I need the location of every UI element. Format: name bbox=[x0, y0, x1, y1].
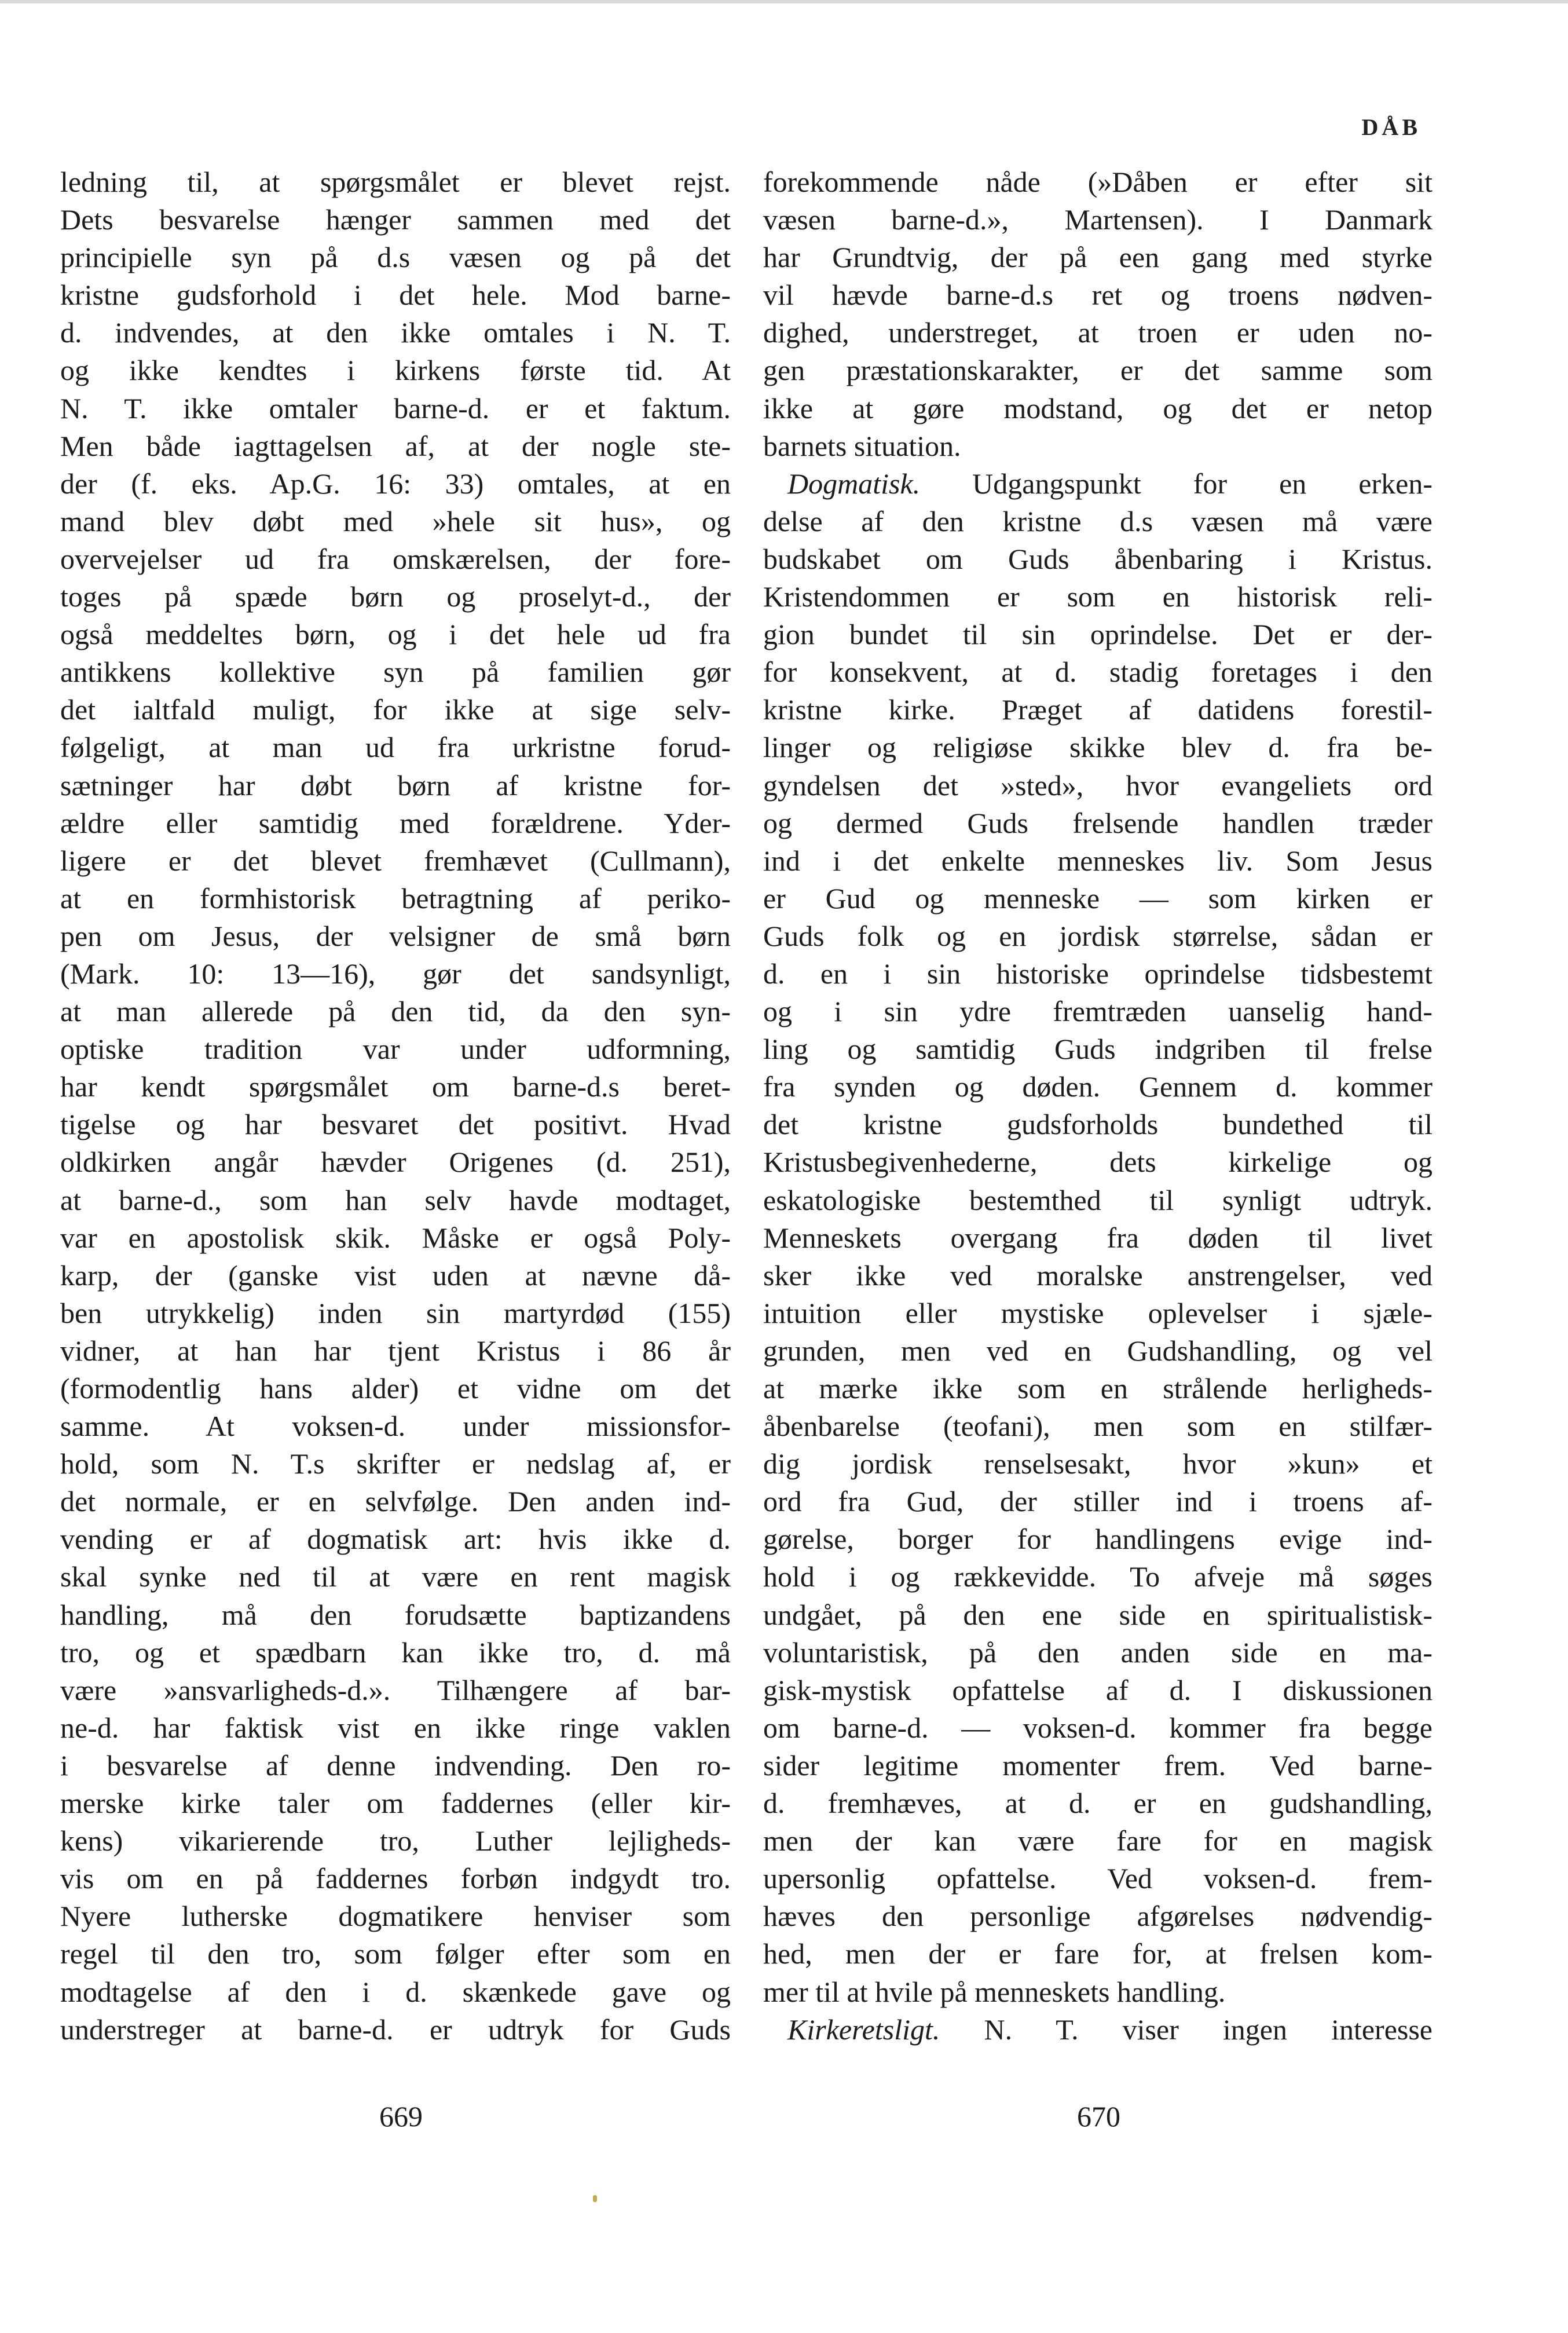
text-line: kristne gudsforhold i det hele. Mod barne- bbox=[60, 279, 731, 312]
text-line: merske kirke taler om faddernes (eller kir- bbox=[60, 1787, 731, 1820]
running-head: DÅB bbox=[1361, 114, 1421, 140]
text-line: ling og samtidig Guds indgriben til frelse bbox=[763, 1033, 1433, 1066]
text-line: upersonlig opfattelse. Ved voksen-d. frem- bbox=[763, 1862, 1433, 1895]
text-line: følgeligt, at man ud fra urkristne forud- bbox=[60, 731, 731, 764]
text-line: det normale, er en selvfølge. Den anden ind- bbox=[60, 1485, 731, 1518]
text-line: karp, der (ganske vist uden at nævne då- bbox=[60, 1259, 731, 1292]
text-line: vending er af dogmatisk art: hvis ikke d. bbox=[60, 1523, 731, 1556]
text-line: voluntaristisk, på den anden side en ma- bbox=[763, 1636, 1433, 1669]
scan-speck bbox=[593, 2195, 597, 2202]
text-line: mand blev døbt med »hele sit hus», og bbox=[60, 504, 731, 537]
text-line: mer til at hvile på menneskets handling. bbox=[763, 1975, 1226, 2008]
text-line: var en apostolisk skik. Måske er også Poly- bbox=[60, 1221, 731, 1254]
text-line: grunden, men ved en Gudshandling, og vel bbox=[763, 1334, 1433, 1367]
text-line: ikke at gøre modstand, og det er netop bbox=[763, 392, 1433, 425]
text-line: hæves den personlige afgørelses nødvendig- bbox=[763, 1900, 1433, 1933]
text-line: tro, og et spædbarn kan ikke tro, d. må bbox=[60, 1636, 731, 1669]
text-line: er Gud og menneske — som kirken er bbox=[763, 882, 1433, 915]
text-line: der (f. eks. Ap.G. 16: 33) omtales, at en bbox=[60, 467, 731, 500]
text-line: d. en i sin historiske oprindelse tidsbestemt bbox=[763, 957, 1433, 990]
text-line: ind i det enkelte menneskes liv. Som Jesus bbox=[763, 844, 1433, 877]
text-line: overvejelser ud fra omskærelsen, der fore- bbox=[60, 542, 731, 575]
text-line: pen om Jesus, der velsigner de små børn bbox=[60, 919, 731, 952]
text-line: sider legitime momenter frem. Ved barne- bbox=[763, 1749, 1433, 1782]
text-line: Dets besvarelse hænger sammen med det bbox=[60, 203, 731, 236]
text-line: dighed, understreget, at troen er uden no- bbox=[763, 316, 1433, 349]
text-line: vidner, at han har tjent Kristus i 86 år bbox=[60, 1334, 731, 1367]
text-line: antikkens kollektive syn på familien gør bbox=[60, 656, 731, 689]
text-line: ben utrykkelig) inden sin martyrdød (155) bbox=[60, 1296, 731, 1329]
text-line: gørelse, borger for handlingens evige ind- bbox=[763, 1523, 1433, 1556]
page-number-left: 669 bbox=[379, 2100, 423, 2133]
text-line: N. T. ikke omtaler barne-d. er et faktum. bbox=[60, 392, 731, 425]
text-line: fra synden og døden. Gennem d. kommer bbox=[763, 1070, 1433, 1103]
text-line: optiske tradition var under udformning, bbox=[60, 1033, 731, 1066]
text-line: hold, som N. T.s skrifter er nedslag af, er bbox=[60, 1447, 731, 1480]
text-line: (Mark. 10: 13—16), gør det sandsynligt, bbox=[60, 957, 731, 990]
text-line: åbenbarelse (teofani), men som en stilfær- bbox=[763, 1410, 1433, 1443]
text-line: at barne-d., som han selv havde modtaget, bbox=[60, 1183, 731, 1216]
text-line: d. fremhæves, at d. er en gudshandling, bbox=[763, 1787, 1433, 1820]
text-line: tigelse og har besvaret det positivt. Hvad bbox=[60, 1108, 731, 1141]
text-line: vis om en på faddernes forbøn indgydt tro. bbox=[60, 1862, 731, 1895]
page-number-right: 670 bbox=[1077, 2100, 1120, 2133]
scan-edge bbox=[0, 0, 1568, 3]
text-line: Kristusbegivenhederne, dets kirkelige og bbox=[763, 1146, 1433, 1179]
text-line: gion bundet til sin oprindelse. Det er der- bbox=[763, 618, 1433, 651]
text-line: intuition eller mystiske oplevelser i sjæle- bbox=[763, 1296, 1433, 1329]
text-line: undgået, på den ene side en spiritualistisk- bbox=[763, 1598, 1433, 1631]
text-line: har Grundtvig, der på een gang med styrke bbox=[763, 241, 1433, 274]
text-line: samme. At voksen-d. under missionsfor- bbox=[60, 1410, 731, 1443]
text-line: ældre eller samtidig med forældrene. Yder- bbox=[60, 806, 731, 839]
text-line: eskatologiske bestemthed til synligt udtryk. bbox=[763, 1183, 1433, 1216]
text-line: (formodentlig hans alder) et vidne om det bbox=[60, 1372, 731, 1405]
text-line: og ikke kendtes i kirkens første tid. At bbox=[60, 354, 731, 387]
text-line: gen præstationskarakter, er det samme som bbox=[763, 354, 1433, 387]
text-line: ord fra Gud, der stiller ind i troens af- bbox=[763, 1485, 1433, 1518]
text-line: hold i og rækkevidde. To afveje må søges bbox=[763, 1560, 1433, 1593]
text-line: dig jordisk renselsesakt, hvor »kun» et bbox=[763, 1447, 1433, 1480]
text-line: skal synke ned til at være en rent magisk bbox=[60, 1560, 731, 1593]
text-line: at man allerede på den tid, da den syn- bbox=[60, 995, 731, 1028]
text-line: men der kan være fare for en magisk bbox=[763, 1824, 1433, 1857]
text-line: Men både iagttagelsen af, at der nogle ste- bbox=[60, 429, 731, 462]
text-line: ledning til, at spørgsmålet er blevet rejst. bbox=[60, 166, 731, 198]
right-column bbox=[763, 163, 1433, 2049]
text-line: at en formhistorisk betragtning af periko- bbox=[60, 882, 731, 915]
text-line: og dermed Guds frelsende handlen træder bbox=[763, 806, 1433, 839]
text-line: at mærke ikke som en strålende herligheds- bbox=[763, 1372, 1433, 1405]
text-line: regel til den tro, som følger efter som en bbox=[60, 1937, 731, 1970]
text-line: ligere er det blevet fremhævet (Cullmann), bbox=[60, 844, 731, 877]
text-line: gyndelsen det »sted», hvor evangeliets ord bbox=[763, 769, 1433, 802]
text-line: gisk-mystisk opfattelse af d. I diskussionen bbox=[763, 1673, 1433, 1706]
text-line: d. indvendes, at den ikke omtales i N. T. bbox=[60, 316, 731, 349]
text-line: handling, må den forudsætte baptizandens bbox=[60, 1598, 731, 1631]
text-line: Guds folk og en jordisk størrelse, sådan er bbox=[763, 919, 1433, 952]
text-line: delse af den kristne d.s væsen må være bbox=[763, 504, 1433, 537]
text-line: for konsekvent, at d. stadig foretages i den bbox=[763, 656, 1433, 689]
text-line: væsen barne-d.», Martensen). I Danmark bbox=[763, 203, 1433, 236]
text-line: være »ansvarligheds-d.». Tilhængere af bar- bbox=[60, 1673, 731, 1706]
text-line: om barne-d. — voksen-d. kommer fra begge bbox=[763, 1711, 1433, 1744]
text-line: kristne kirke. Præget af datidens forestil- bbox=[763, 693, 1433, 726]
text-line: hed, men der er fare for, at frelsen kom- bbox=[763, 1937, 1433, 1970]
text-line: kens) vikarierende tro, Luther lejligheds- bbox=[60, 1824, 731, 1857]
section-text: Udgangspunkt for en erken- bbox=[920, 467, 1433, 500]
text-line: forekommende nåde (»Dåben er efter sit bbox=[763, 166, 1433, 198]
text-line: og i sin ydre fremtræden uanselig hand- bbox=[763, 995, 1433, 1028]
text-line: sker ikke ved moralske anstrengelser, ved bbox=[763, 1259, 1433, 1292]
text-line: Kristendommen er som en historisk reli- bbox=[763, 580, 1433, 613]
text-line: linger og religiøse skikke blev d. fra be- bbox=[763, 731, 1433, 764]
text-line: også meddeltes børn, og i det hele ud fra bbox=[60, 618, 731, 651]
text-line: det kristne gudsforholds bundethed til bbox=[763, 1108, 1433, 1141]
text-line: Nyere lutherske dogmatikere henviser som bbox=[60, 1900, 731, 1933]
text-line: vil hævde barne-d.s ret og troens nødven- bbox=[763, 279, 1433, 312]
section-heading: Dogmatisk. bbox=[787, 467, 921, 500]
text-line: principielle syn på d.s væsen og på det bbox=[60, 241, 731, 274]
text-line: understreger at barne-d. er udtryk for Guds bbox=[60, 2013, 731, 2046]
text-line: ne-d. har faktisk vist en ikke ringe vaklen bbox=[60, 1711, 731, 1744]
section-text: N. T. viser ingen interesse bbox=[940, 2013, 1433, 2046]
text-line: budskabet om Guds åbenbaring i Kristus. bbox=[763, 542, 1433, 575]
text-line bbox=[763, 2011, 1433, 2049]
text-line: har kendt spørgsmålet om barne-d.s beret- bbox=[60, 1070, 731, 1103]
text-line: toges på spæde børn og proselyt-d., der bbox=[60, 580, 731, 613]
text-line: det ialtfald muligt, for ikke at sige selv- bbox=[60, 693, 731, 726]
text-line: oldkirken angår hævder Origenes (d. 251), bbox=[60, 1146, 731, 1179]
text-line: i besvarelse af denne indvending. Den ro- bbox=[60, 1749, 731, 1782]
text-line: modtagelse af den i d. skænkede gave og bbox=[60, 1975, 731, 2008]
text-line: barnets situation. bbox=[763, 429, 961, 462]
text-line bbox=[763, 465, 1433, 503]
text-line: Menneskets overgang fra døden til livet bbox=[763, 1221, 1433, 1254]
section-heading: Kirkeretsligt. bbox=[787, 2013, 940, 2046]
left-column bbox=[60, 163, 731, 2049]
text-line: sætninger har døbt børn af kristne for- bbox=[60, 769, 731, 802]
